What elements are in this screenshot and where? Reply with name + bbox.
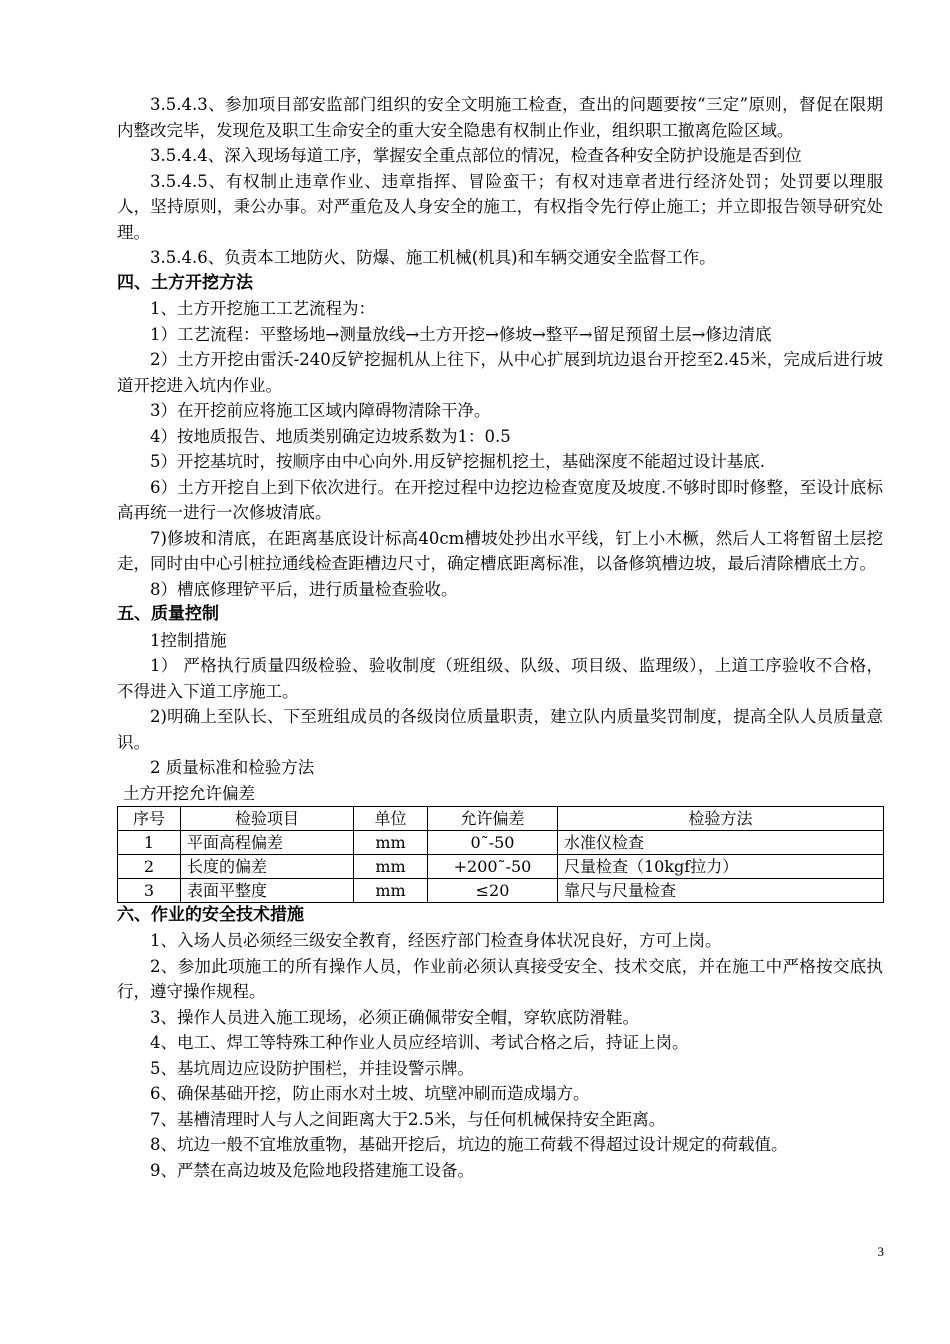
- column-header: 允许偏差: [428, 806, 558, 830]
- table-row: [118, 854, 884, 878]
- table-cell: 靠尺与尺量检查: [558, 878, 884, 902]
- table-cell: 0˜-50: [428, 830, 558, 854]
- paragraph: 1） 严格执行质量四级检验、验收制度（班组级、队级、项目级、监理级），上道工序验收不合格，不得进入下道工序施工。: [117, 656, 883, 701]
- paragraph: 6、确保基础开挖，防止雨水对土坡、坑壁冲刷而造成塌方。: [150, 1084, 590, 1103]
- paragraph: 5、基坑周边应设防护围栏，并挂设警示牌。: [150, 1058, 474, 1078]
- paragraph: 1控制措施: [150, 630, 227, 650]
- table-row: [118, 830, 884, 854]
- table-cell: ≤20: [428, 878, 558, 902]
- column-header: 单位: [354, 806, 428, 830]
- table-cell: mm: [354, 854, 428, 878]
- paragraph: 3.5.4.6、负责本工地防火、防爆、施工机械(机具)和车辆交通安全监督工作。: [150, 248, 716, 267]
- paragraph: 1）工艺流程：平整场地→测量放线→土方开挖→修坡→整平→留足预留土层→修边清底: [150, 324, 772, 344]
- table-cell: 2: [118, 854, 181, 878]
- column-header: 序号: [118, 806, 181, 830]
- paragraph: 2）土方开挖由雷沃-240反铲挖掘机从上往下，从中心扩展到坑边退台开挖至2.45米，完成后进行坡道开挖进入坑内作业。: [117, 350, 883, 395]
- paragraph: 3）在开挖前应将施工区域内障碍物清除干净。: [150, 401, 491, 420]
- paragraph: 3、操作人员进入施工现场，必须正确佩带安全帽，穿软底防滑鞋。: [150, 1007, 639, 1027]
- paragraph: 3.5.4.5、有权制止违章作业、违章指挥、冒险蛮干；有权对违章者进行经济处罚；处罚要以理服人，坚持原则，秉公办事。对严重危及人身安全的施工，有权指令先行停止施工；并立即报告领导研究处理。: [117, 171, 883, 242]
- document-body: [117, 92, 883, 1183]
- table-cell: 表面平整度: [181, 878, 354, 902]
- table-cell: 平面高程偏差: [181, 830, 354, 854]
- paragraph: 9、严禁在高边坡及危险地段搭建施工设备。: [150, 1160, 474, 1180]
- paragraph: 6）土方开挖自上到下依次进行。在开挖过程中边挖边检查宽度及坡度.不够时即时修整，至设计底标高再统一进行一次修坡清底。: [117, 477, 883, 522]
- table-cell: +200˜-50: [428, 854, 558, 878]
- paragraph: 2、参加此项施工的所有操作人员，作业前必须认真接受安全、技术交底，并在施工中严格按交底执行，遵守操作规程。: [117, 956, 883, 1001]
- section-heading-5: 五、质量控制: [117, 604, 219, 624]
- table-cell: 长度的偏差: [181, 854, 354, 878]
- tolerance-table: [117, 806, 884, 903]
- paragraph: 7、基槽清理时人与人之间距离大于2.5米，与任何机械保持安全距离。: [150, 1109, 666, 1129]
- paragraph: 2 质量标准和检验方法: [150, 758, 315, 777]
- paragraph: 8、坑边一般不宜堆放重物，基础开挖后，坑边的施工荷载不得超过设计规定的荷载值。: [150, 1135, 788, 1154]
- table-cell: 水准仪检查: [558, 830, 884, 854]
- table-cell: 尺量检查（10kgf拉力）: [558, 854, 884, 878]
- table-cell: mm: [354, 878, 428, 902]
- paragraph: 2)明确上至队长、下至班组成员的各级岗位质量职责，建立队内质量奖罚制度，提高全队人员质量意识。: [117, 707, 883, 752]
- paragraph: 3.5.4.4、深入现场每道工序，掌握安全重点部位的情况，检查各种安全防护设施是否到位: [150, 146, 802, 165]
- table-cell: 3: [118, 878, 181, 902]
- paragraph: 5）开挖基坑时，按顺序由中心向外.用反铲挖掘机挖土，基础深度不能超过设计基底.: [150, 452, 765, 471]
- paragraph: 1、入场人员必须经三级安全教育，经医疗部门检查身体状况良好，方可上岗。: [150, 931, 722, 950]
- section-heading-4: 四、土方开挖方法: [117, 272, 253, 293]
- table-row: [118, 878, 884, 902]
- paragraph: 1、土方开挖施工工艺流程为：: [150, 299, 375, 318]
- section-heading-6: 六、作业的安全技术措施: [117, 904, 304, 925]
- column-header: 检验方法: [558, 806, 884, 830]
- table-cell: mm: [354, 830, 428, 854]
- table-caption: 土方开挖允许偏差: [123, 783, 255, 803]
- paragraph: 8）槽底修理铲平后，进行质量检查验收。: [150, 579, 458, 599]
- column-header: 检验项目: [181, 806, 354, 830]
- table-cell: 1: [118, 830, 181, 854]
- table-header-row: [118, 806, 884, 830]
- paragraph: 4）按地质报告、地质类别确定边坡系数为1：0.5: [150, 426, 511, 446]
- paragraph: 7)修坡和清底，在距离基底设计标高40cm槽坡处抄出水平线，钉上小木橛，然后人工将暂留土层挖走，同时由中心引桩拉通线检查距槽边尺寸，确定槽底距离标准，以备修筑槽边坡，最后清除槽底土方。: [117, 528, 883, 573]
- paragraph: 3.5.4.3、参加项目部安监部门组织的安全文明施工检查，查出的问题要按“三定”原则，督促在限期内整改完毕，发现危及职工生命安全的重大安全隐患有权制止作业，组织职工撤离危险区域。: [117, 95, 883, 140]
- page-number: 3: [877, 1244, 884, 1259]
- paragraph: 4、电工、焊工等特殊工种作业人员应经培训、考试合格之后，持证上岗。: [150, 1033, 689, 1052]
